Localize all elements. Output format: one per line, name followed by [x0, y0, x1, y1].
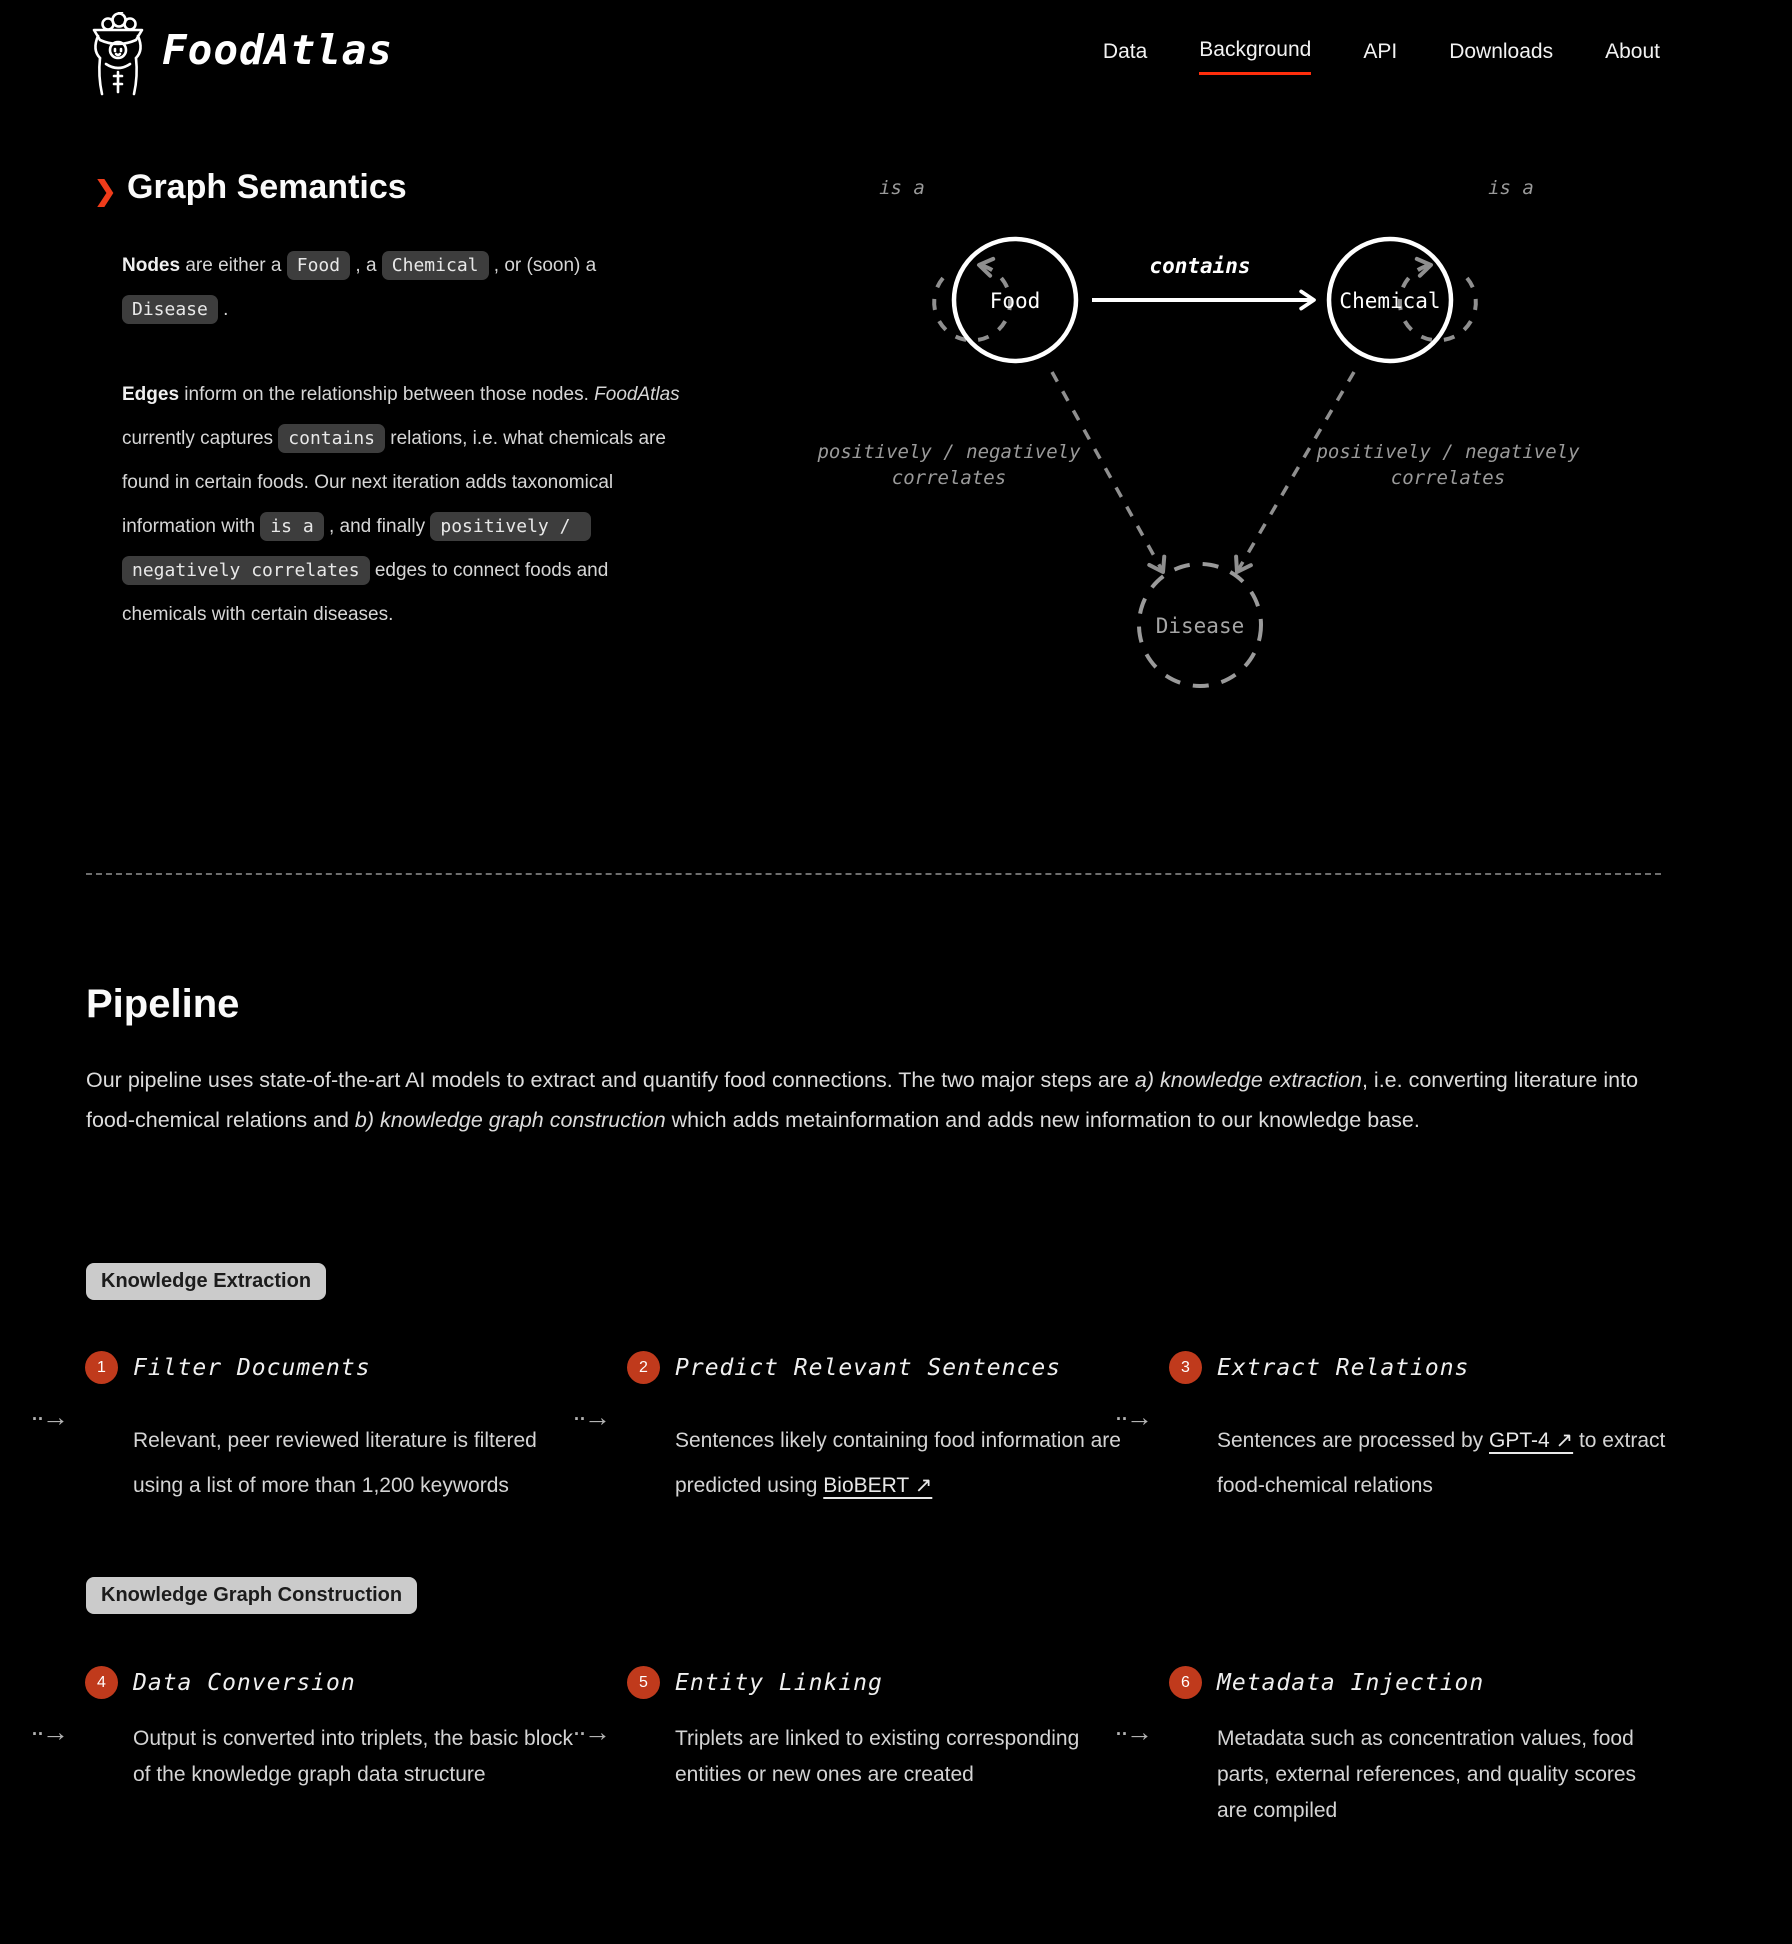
chemical-node-label: Chemical	[1339, 289, 1441, 313]
knowledge-extraction-steps	[85, 1348, 1725, 1508]
correlates-label-left-1: positively / negatively	[817, 441, 1081, 463]
nodes-t2: , a	[350, 255, 382, 276]
brand-wordmark[interactable]: FoodAtlas	[162, 26, 394, 74]
nodes-paragraph	[122, 244, 687, 332]
edges-lead: Edges	[122, 384, 180, 405]
graph-semantics-title: Graph Semantics	[127, 168, 407, 206]
flow-arrow-icon: ··→	[572, 1402, 608, 1432]
nodes-t3: , or (soon) a	[488, 255, 597, 276]
nav-item-downloads[interactable]: Downloads	[1449, 39, 1554, 63]
knowledge-graph-construction-steps	[85, 1663, 1725, 1829]
nodes-lead: Nodes	[122, 255, 181, 276]
nav-item-background[interactable]: Background	[1199, 38, 1311, 75]
flow-arrow-icon: ··→	[1114, 1402, 1150, 1432]
step-description	[133, 1721, 585, 1793]
nodes-t4: .	[217, 299, 229, 320]
chip-chemical: Chemical	[382, 251, 489, 280]
step-number-badge: 2	[627, 1351, 660, 1384]
food-disease-edge	[1052, 372, 1163, 572]
section-chevron-icon: ❯	[94, 176, 117, 206]
graph-semantics-diagram	[780, 120, 1600, 730]
pipeline-title: Pipeline	[86, 982, 240, 1026]
step-description-text: Relevant, peer reviewed literature is filtered using a list of more than 1,200 keywords	[133, 1429, 537, 1497]
step-description-text: to extract food-chemical relations	[1217, 1429, 1666, 1497]
flow-arrow-icon: ··→	[1114, 1717, 1150, 1747]
intro-t2: , i.e. converting literature into food-chemical relations and	[86, 1068, 1639, 1132]
chip-food: Food	[287, 251, 350, 280]
main-nav	[1103, 38, 1660, 75]
flow-arrow-icon: ··→	[30, 1717, 66, 1747]
step-filter-documents	[85, 1348, 627, 1508]
is-a-label-right: is a	[1488, 177, 1534, 199]
step-description	[675, 1418, 1127, 1508]
correlates-label-right-1: positively / negatively	[1316, 441, 1580, 463]
chip-is-a: is a	[260, 512, 323, 541]
step-extract-relations	[1169, 1348, 1711, 1508]
step-number-badge: 3	[1169, 1351, 1202, 1384]
step-description-text: Triplets are linked to existing corresponding entities or new ones are created	[675, 1727, 1080, 1786]
is-a-label-left: is a	[879, 177, 925, 199]
intro-t1: Our pipeline uses state-of-the-art AI models to extract and quantify food connections. The two major steps are	[86, 1068, 1135, 1092]
nav-item-api[interactable]: API	[1363, 39, 1398, 63]
knowledge-extraction-badge: Knowledge Extraction	[86, 1263, 326, 1300]
step-description-text: Output is converted into triplets, the basic block of the knowledge graph data structure	[133, 1727, 574, 1786]
step-title: Data Conversion	[133, 1670, 356, 1696]
edges-t3: relations, i.e. what chemicals are found in certain foods. Our next iteration adds taxonomical information with	[122, 428, 666, 537]
intro-i2: b) knowledge graph construction	[354, 1108, 666, 1132]
step-number-badge: 5	[627, 1666, 660, 1699]
step-metadata-injection	[1169, 1663, 1711, 1829]
step-title: Filter Documents	[133, 1355, 371, 1381]
biobert-link[interactable]: BioBERT ↗	[823, 1474, 933, 1497]
food-node-label: Food	[989, 289, 1041, 313]
nav-item-data[interactable]: Data	[1102, 39, 1148, 63]
chip-disease: Disease	[122, 295, 218, 324]
disease-node-label: Disease	[1155, 614, 1245, 638]
edges-t5: edges to connect foods and chemicals with certain diseases.	[122, 560, 609, 625]
step-title: Predict Relevant Sentences	[675, 1355, 1062, 1381]
flow-arrow-icon: ··→	[30, 1402, 66, 1432]
edges-t2: currently captures	[122, 428, 279, 449]
step-number-badge: 1	[85, 1351, 118, 1384]
edges-paragraph	[122, 373, 687, 637]
gpt4-link[interactable]: GPT-4 ↗	[1489, 1429, 1574, 1452]
edges-t4: , and finally	[323, 516, 431, 537]
pipeline-intro	[86, 1060, 1676, 1140]
contains-label: contains	[1149, 254, 1251, 278]
step-title: Extract Relations	[1217, 1355, 1470, 1381]
step-entity-linking	[627, 1663, 1169, 1829]
chip-contains: contains	[278, 424, 385, 453]
correlates-label-right-2: correlates	[1390, 467, 1506, 489]
edges-t1: inform on the relationship between those nodes.	[179, 384, 595, 405]
intro-i1: a) knowledge extraction	[1134, 1068, 1362, 1092]
chemical-disease-edge	[1237, 372, 1354, 572]
intro-t3: which adds metainformation and adds new information to our knowledge base.	[665, 1108, 1420, 1132]
step-title: Entity Linking	[675, 1670, 883, 1696]
step-description	[675, 1721, 1127, 1793]
nodes-t1: are either a	[180, 255, 287, 276]
step-description-text: Sentences likely containing food information are predicted using	[675, 1429, 1121, 1497]
foodatlas-logo-icon[interactable]	[86, 12, 150, 96]
step-description	[133, 1418, 585, 1508]
step-data-conversion	[85, 1663, 627, 1829]
step-description-text: Sentences are processed by	[1217, 1429, 1489, 1452]
nav-item-about[interactable]: About	[1605, 39, 1660, 63]
step-number-badge: 6	[1169, 1666, 1202, 1699]
step-description	[1217, 1418, 1669, 1508]
step-description-text: Metadata such as concentration values, food parts, external references, and quality scores are compiled	[1217, 1727, 1637, 1822]
edges-brand: FoodAtlas	[594, 384, 680, 405]
knowledge-graph-construction-badge: Knowledge Graph Construction	[86, 1577, 417, 1614]
section-divider	[86, 873, 1661, 875]
step-title: Metadata Injection	[1217, 1670, 1485, 1696]
flow-arrow-icon: ··→	[572, 1717, 608, 1747]
correlates-label-left-2: correlates	[891, 467, 1007, 489]
step-description	[1217, 1721, 1669, 1829]
step-predict-relevant-sentences	[627, 1348, 1169, 1508]
step-number-badge: 4	[85, 1666, 118, 1699]
chip-correlates: positively / negatively correlates	[122, 512, 591, 585]
